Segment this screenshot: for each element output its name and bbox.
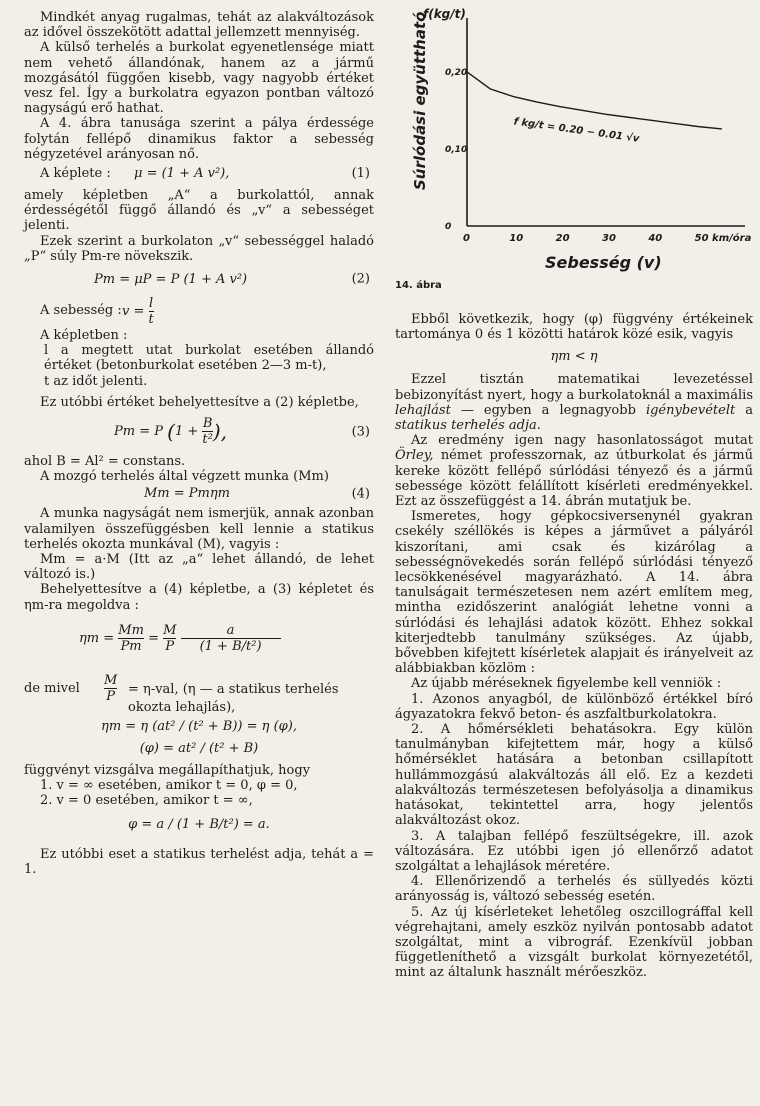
paragraph: Ezek szerint a burkolaton „v“ sebességgel haladó „P“ súly Pm-re növekszik.	[24, 233, 374, 264]
emphasis: Örley,	[395, 448, 434, 464]
x-tick-label: 10	[509, 233, 524, 244]
speed-fraction-denominator: t	[148, 312, 154, 328]
figure-caption: 14. ábra	[395, 280, 442, 291]
paren-open: (	[167, 419, 175, 444]
fraction-denominator: P	[163, 638, 176, 654]
equation-5	[79, 623, 281, 654]
y-axis-title: Súrlódási együttható	[411, 11, 429, 190]
equation-5-lhs: ηm =	[79, 630, 115, 646]
formula-label: A képlete :	[40, 166, 111, 182]
x-tick-label: 30	[602, 233, 616, 244]
equals-sign: =	[148, 630, 159, 646]
case-1: 1. v = ∞ esetében, amikor t = 0, φ = 0,	[40, 778, 298, 794]
curve-label: f kg/t = 0.20 − 0.01 √v	[512, 116, 640, 145]
equation-1-row	[24, 162, 374, 188]
x-tick-label: 20	[555, 233, 570, 244]
equation-4-row	[24, 484, 374, 504]
x-axis-title: Sebesség (v)	[545, 253, 662, 272]
list-item: 1. Azonos anyagból, de különböző értékkel bíró ágyazatokra fekvő beton- és aszfaltburkolatokra.	[395, 691, 753, 722]
definition-l: l a megtett utat burkolat esetében állandó értéket (betonburkolat esetében 2—3 m-t),	[44, 343, 374, 374]
paragraph	[395, 433, 753, 509]
y-tick-label: 0,20	[445, 67, 468, 78]
y-unit-label: f(kg/t)	[423, 7, 466, 21]
equation-5-row	[24, 613, 374, 671]
y-tick-label: 0,10	[445, 144, 468, 155]
fraction	[181, 623, 281, 654]
emphasis: statikus terhelés adja.	[395, 418, 541, 434]
paragraph: Ez utóbbi eset a statikus terhelést adja, tehát a = 1.	[24, 846, 374, 877]
fraction-numerator: a	[226, 622, 235, 638]
equation-3-row	[24, 410, 374, 454]
equation-2: Pm = μP = P (1 + A v²)	[94, 272, 248, 288]
fraction-numerator: M	[104, 672, 118, 688]
list-item: 2. A hőmérsékleti behatásokra. Egy külön tanulmányban kifejtettem már, hogy a külső hőmérséklet hatására a betonban csillapított hullámmozgású alakváltozás áll elő. Ez a kezdeti alakváltozás természetesen befolyásolja a dinamikus hatásokat, tekintettel arra, hogy jelentős alakváltozást okoz.	[395, 722, 753, 829]
equation-2-number: (2)	[351, 271, 370, 287]
x-tick-label: 40	[648, 233, 663, 244]
speed-fraction	[149, 296, 154, 327]
x-tick-label: 50 km/óra	[694, 233, 752, 244]
speed-label: A sebesség :	[40, 303, 122, 319]
y-tick-label: 0	[445, 222, 452, 232]
paragraph: Mindkét anyag rugalmas, tehát az alakváltozások az idővel összekötött adattal jellemzett mennyiség.	[24, 10, 374, 41]
equation-3-number: (3)	[351, 424, 370, 440]
fraction-denominator: Pm	[118, 638, 144, 654]
equation-3-lhs: Pm = P	[114, 424, 163, 440]
paragraph: A 4. ábra tanusága szerint a pálya érdessége folytán fellépő dinamikus faktor a sebesség négyzetével arányosan nő.	[24, 116, 374, 162]
fraction	[118, 623, 144, 654]
equation-3	[114, 416, 227, 447]
speed-fraction-numerator: l	[149, 296, 154, 312]
fraction-numerator: B	[202, 416, 213, 432]
equation-4: Mm = Pmηm	[144, 486, 230, 502]
equation-3-fraction	[202, 416, 212, 447]
paragraph: Mm = a·M (Itt az „a“ lehet állandó, de lehet változó is.)	[24, 552, 374, 583]
list-item: 5. Az új kísérleteket lehetőleg oszcillográffal kell végrehajtani, amely eszköz nyilván pontosabb adatot szolgáltat, mint a vibrográf. Ezenkívül jobban függetleníthető a vizsgált burkolat környezetétől, mint az általunk használt mérőeszköz.	[395, 904, 753, 981]
list-item: 4. Ellenőrizendő a terhelés és süllyedés közti arányosság is, változó sebesség esetén.	[395, 874, 753, 905]
paragraph: Ismeretes, hogy gépkocsiversenynél gyakran csekély széllökés is képes a járművet a pályáról kiszorítani, ami csak és kizárólag a sebességnövekedés során fellépő súrlódási tényező lecsökkenésével magyarázható. A 14. ábra tanulságait természetesen nem azért említem meg, mintha ezidőszerint analógiát lehetne vonni a súrlódási és lehajlási adatok között. Ehhez sokkal kiterjedtebb tanulmány szükséges. Az újabb, bővebben kifejtett kísérletek alapjait és irányelveit az alábbiakban közlöm :	[395, 509, 753, 677]
friction-chart	[395, 0, 753, 300]
equation-8: φ = a / (1 + B/t²) = a.	[128, 816, 270, 832]
paragraph: ahol B = Al² = constans.	[24, 454, 186, 470]
speed-equation-row	[24, 294, 374, 328]
equation-1: μ = (1 + A v²),	[134, 166, 230, 182]
definition-t: t az időt jelenti.	[44, 373, 148, 389]
paragraph	[395, 372, 753, 433]
fraction-denominator: (1 + B/t²)	[181, 638, 281, 654]
left-column	[24, 10, 374, 877]
paragraph-de-mivel	[24, 671, 374, 715]
right-column	[395, 0, 753, 981]
equation-1-number: (1)	[351, 166, 370, 182]
fraction	[163, 623, 176, 654]
x-tick-label: 0	[463, 233, 470, 244]
paragraph: A külső terhelés a burkolat egyenetlensége miatt nem vehető állandónak, hanem az a jármű mozgásától függően kisebb, vagy nagyobb értéket vesz fel. Így a burkolatra egyazon pontban változó nagyságú erő hathat.	[24, 40, 374, 117]
paragraph: Behelyettesítve a (4) képletbe, a (3) képletet és ηm-ra megoldva :	[24, 582, 374, 613]
text: a	[745, 402, 754, 418]
paragraph: A mozgó terhelés által végzett munka (Mm)	[40, 469, 329, 485]
equation-3-one: 1 +	[174, 424, 199, 440]
equation-2-row	[24, 264, 374, 294]
inequality: ηm < η	[550, 349, 598, 365]
text: Ezzel tisztán matematikai levezetéssel bebizonyítást nyert, hogy a burkolatoknál a maximális	[395, 372, 753, 403]
text: — egyben a legnagyobb	[460, 402, 636, 418]
equation-7: (φ) = at² / (t² + B)	[139, 740, 259, 756]
speed-equation	[122, 296, 154, 327]
fraction-denominator: P	[104, 688, 117, 704]
list-item: 3. A talajban fellépő feszültségekre, ill. azok változására. Ez utóbbi igen jó ellenőrző adatot szolgáltat a lehajlások méretére.	[395, 828, 753, 874]
equation-4-number: (4)	[351, 486, 370, 502]
emphasis: igénybevételt	[645, 402, 736, 418]
paragraph: Az újabb méréseknek figyelembe kell venniök :	[411, 676, 722, 692]
paragraph: Ez utóbbi értéket behelyettesítve a (2) képletbe,	[40, 394, 359, 410]
text: német professzornak, az útburkolat és jármű kereke között fellépő súrlódási tényező és a jármű sebessége között felállított kísérleti eredményekkel. Ezt az összefüggést a 14. ábrán mutatjuk be.	[395, 448, 753, 510]
requirements-list	[395, 692, 753, 981]
paragraph: függvényt vizsgálva megállapíthatjuk, hogy	[24, 762, 311, 778]
speed-equation-lhs: v =	[122, 304, 145, 320]
emphasis: lehajlást	[395, 402, 451, 418]
text: Az eredmény igen nagy hasonlatosságot mutat	[411, 433, 753, 449]
fraction-numerator: M	[163, 622, 177, 638]
fraction-denominator: t²	[202, 432, 213, 448]
paragraph: amely képletben „A“ a burkolattól, annak érdességétől függő állandó és „v“ a sebességet jelenti.	[24, 188, 374, 234]
case-2: 2. v = 0 esetében, amikor t = ∞,	[40, 793, 253, 809]
fraction	[104, 673, 117, 704]
paragraph: Ebből következik, hogy (φ) függvény értékeinek tartománya 0 és 1 közötti határok közé esik, vagyis	[395, 312, 753, 343]
paren-close: ),	[212, 419, 227, 444]
equation-6: ηm = η (at² / (t² + B)) = η (φ),	[101, 718, 297, 734]
paragraph: A képletben :	[40, 328, 128, 344]
paragraph: A munka nagyságát nem ismerjük, annak azonban valamilyen összefüggésben kell lennie a statikus terhelés okozta munkával (M), vagyis :	[24, 506, 374, 552]
text-de-mivel: de mivel	[24, 680, 80, 696]
friction-curve	[467, 72, 722, 129]
text-eta: = η-val, (η — a statikus terhelés okozta lehajlás),	[128, 681, 339, 715]
fraction-numerator: Mm	[118, 622, 144, 638]
figure-14	[395, 0, 753, 300]
